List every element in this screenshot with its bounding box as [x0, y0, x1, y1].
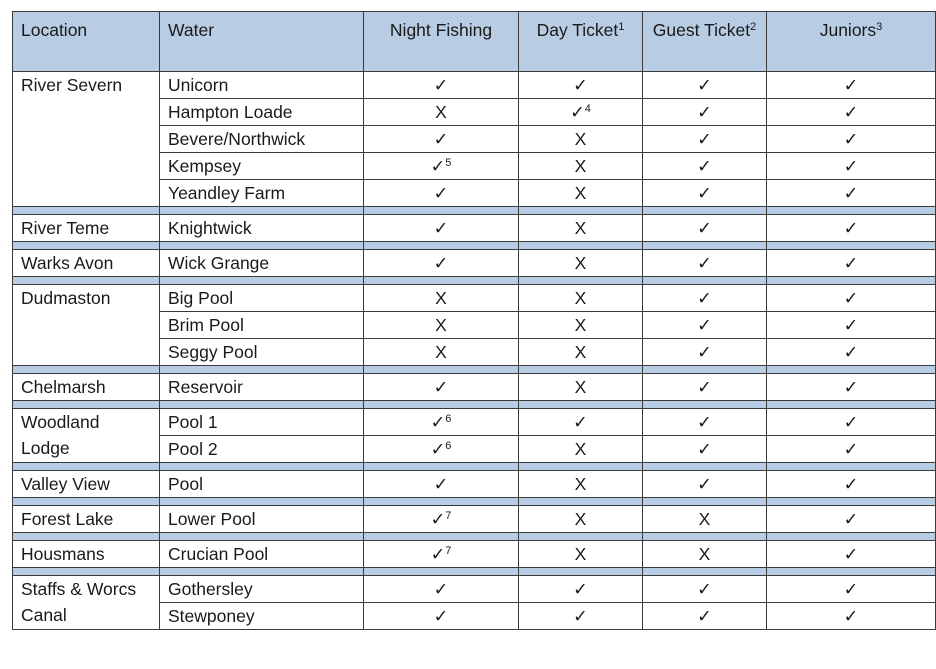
juniors-cell: ✓: [767, 576, 936, 603]
juniors-cell: ✓: [767, 215, 936, 242]
table-row: [13, 215, 936, 242]
night-fishing-cell: ✓: [364, 576, 519, 603]
guest-ticket-cell: ✓: [643, 99, 767, 126]
water-cell: Stewponey: [160, 603, 364, 630]
guest-ticket-cell: ✓: [643, 312, 767, 339]
day-ticket-cell: X: [519, 312, 643, 339]
location-cell: River Severn: [13, 72, 160, 207]
group-separator: [13, 207, 936, 215]
day-ticket-cell: X: [519, 436, 643, 463]
water-cell: Gothersley: [160, 576, 364, 603]
day-ticket-cell: X: [519, 471, 643, 498]
header-juniors: Juniors$^3$: [767, 12, 936, 72]
night-fishing-cell: ✓: [364, 603, 519, 630]
guest-ticket-cell: ✓: [643, 72, 767, 99]
water-cell: Crucian Pool: [160, 541, 364, 568]
guest-ticket-cell: X: [643, 506, 767, 533]
day-ticket-cell: ✓: [519, 603, 643, 630]
group-separator: [13, 366, 936, 374]
water-cell: Knightwick: [160, 215, 364, 242]
water-cell: Brim Pool: [160, 312, 364, 339]
water-cell: Reservoir: [160, 374, 364, 401]
table-row: [13, 471, 936, 498]
juniors-cell: ✓: [767, 72, 936, 99]
water-cell: Kempsey: [160, 153, 364, 180]
juniors-cell: ✓: [767, 339, 936, 366]
location-cell: Forest Lake: [13, 506, 160, 533]
header-day-ticket: Day Ticket$^1$: [519, 12, 643, 72]
guest-ticket-cell: X: [643, 541, 767, 568]
location-cell: Valley View: [13, 471, 160, 498]
juniors-cell: ✓: [767, 285, 936, 312]
water-cell: Big Pool: [160, 285, 364, 312]
water-cell: Pool: [160, 471, 364, 498]
day-ticket-cell: X: [519, 506, 643, 533]
juniors-cell: ✓: [767, 153, 936, 180]
water-cell: Hampton Loade: [160, 99, 364, 126]
juniors-cell: ✓: [767, 99, 936, 126]
table-row: [13, 250, 936, 277]
guest-ticket-cell: ✓: [643, 603, 767, 630]
night-fishing-cell: ✓: [364, 180, 519, 207]
water-cell: Wick Grange: [160, 250, 364, 277]
night-fishing-cell: ✓$^6$: [364, 409, 519, 436]
day-ticket-cell: X: [519, 250, 643, 277]
guest-ticket-cell: ✓: [643, 576, 767, 603]
guest-ticket-cell: ✓: [643, 285, 767, 312]
header-night-fishing: Night Fishing: [364, 12, 519, 72]
group-separator: [13, 242, 936, 250]
table-row: [13, 541, 936, 568]
night-fishing-cell: X: [364, 99, 519, 126]
night-fishing-cell: X: [364, 312, 519, 339]
night-fishing-cell: ✓: [364, 215, 519, 242]
night-fishing-cell: ✓: [364, 374, 519, 401]
day-ticket-cell: ✓: [519, 72, 643, 99]
juniors-cell: ✓: [767, 250, 936, 277]
location-cell: Housmans: [13, 541, 160, 568]
table-row: [13, 576, 936, 603]
day-ticket-cell: X: [519, 374, 643, 401]
night-fishing-cell: ✓$^6$: [364, 436, 519, 463]
group-separator: [13, 568, 936, 576]
juniors-cell: ✓: [767, 409, 936, 436]
juniors-cell: ✓: [767, 180, 936, 207]
table-row: [13, 409, 936, 436]
group-separator: [13, 463, 936, 471]
day-ticket-cell: ✓: [519, 576, 643, 603]
guest-ticket-cell: ✓: [643, 153, 767, 180]
night-fishing-cell: ✓: [364, 126, 519, 153]
day-ticket-cell: ✓: [519, 409, 643, 436]
night-fishing-cell: ✓$^7$: [364, 506, 519, 533]
night-fishing-cell: ✓: [364, 471, 519, 498]
juniors-cell: ✓: [767, 126, 936, 153]
water-cell: Seggy Pool: [160, 339, 364, 366]
guest-ticket-cell: ✓: [643, 436, 767, 463]
juniors-cell: ✓: [767, 541, 936, 568]
header-water: Water: [160, 12, 364, 72]
day-ticket-cell: X: [519, 180, 643, 207]
day-ticket-cell: X: [519, 339, 643, 366]
table-header-row: [13, 12, 936, 72]
water-cell: Pool 2: [160, 436, 364, 463]
location-cell: Woodland Lodge: [13, 409, 160, 463]
night-fishing-cell: ✓$^5$: [364, 153, 519, 180]
table-row: [13, 506, 936, 533]
guest-ticket-cell: ✓: [643, 250, 767, 277]
water-cell: Bevere/Northwick: [160, 126, 364, 153]
water-cell: Unicorn: [160, 72, 364, 99]
guest-ticket-cell: ✓: [643, 409, 767, 436]
table-body: [13, 72, 936, 630]
day-ticket-cell: X: [519, 126, 643, 153]
night-fishing-cell: X: [364, 339, 519, 366]
juniors-cell: ✓: [767, 312, 936, 339]
guest-ticket-cell: ✓: [643, 471, 767, 498]
juniors-cell: ✓: [767, 506, 936, 533]
location-cell: River Teme: [13, 215, 160, 242]
juniors-cell: ✓: [767, 374, 936, 401]
juniors-cell: ✓: [767, 603, 936, 630]
table-row: [13, 72, 936, 99]
juniors-cell: ✓: [767, 471, 936, 498]
water-cell: Yeandley Farm: [160, 180, 364, 207]
header-guest-ticket: Guest Ticket$^2$: [643, 12, 767, 72]
night-fishing-cell: X: [364, 285, 519, 312]
night-fishing-cell: ✓: [364, 72, 519, 99]
day-ticket-cell: X: [519, 215, 643, 242]
table-row: [13, 374, 936, 401]
group-separator: [13, 277, 936, 285]
group-separator: [13, 498, 936, 506]
guest-ticket-cell: ✓: [643, 374, 767, 401]
day-ticket-cell: ✓$^4$: [519, 99, 643, 126]
group-separator: [13, 533, 936, 541]
group-separator: [13, 401, 936, 409]
guest-ticket-cell: ✓: [643, 180, 767, 207]
guest-ticket-cell: ✓: [643, 339, 767, 366]
night-fishing-cell: ✓: [364, 250, 519, 277]
guest-ticket-cell: ✓: [643, 215, 767, 242]
location-cell: Staffs & Worcs Canal: [13, 576, 160, 630]
water-cell: Pool 1: [160, 409, 364, 436]
table-row: [13, 285, 936, 312]
location-cell: Warks Avon: [13, 250, 160, 277]
water-cell: Lower Pool: [160, 506, 364, 533]
day-ticket-cell: X: [519, 285, 643, 312]
fishing-waters-table: [12, 11, 936, 630]
location-cell: Dudmaston: [13, 285, 160, 366]
header-location: Location: [13, 12, 160, 72]
night-fishing-cell: ✓$^7$: [364, 541, 519, 568]
day-ticket-cell: X: [519, 153, 643, 180]
juniors-cell: ✓: [767, 436, 936, 463]
location-cell: Chelmarsh: [13, 374, 160, 401]
day-ticket-cell: X: [519, 541, 643, 568]
guest-ticket-cell: ✓: [643, 126, 767, 153]
